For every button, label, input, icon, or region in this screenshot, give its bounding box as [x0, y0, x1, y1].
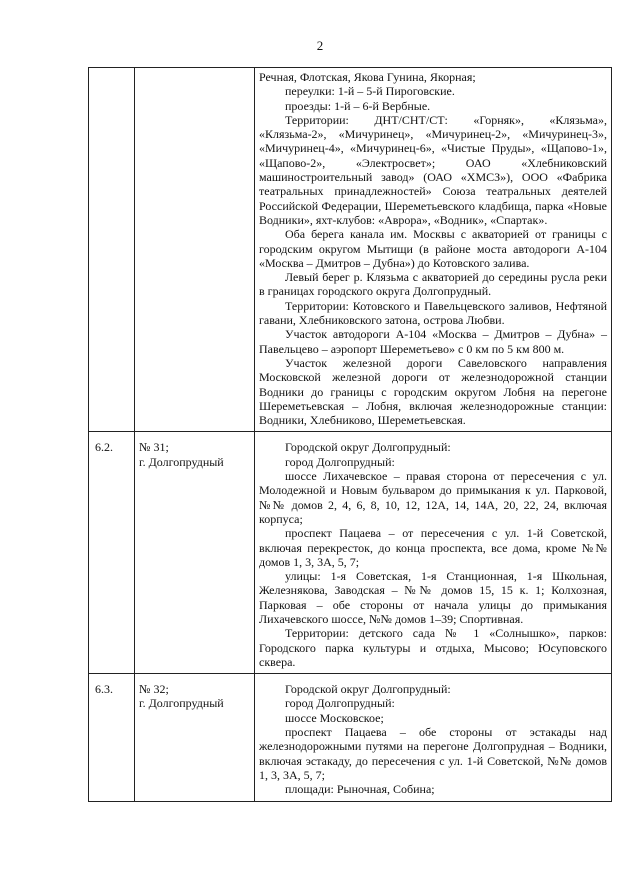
paragraph: Территории: Котовского и Павельцевского заливов, Нефтяной гавани, Хлебниковского затона, острова Любви.: [259, 298, 607, 328]
description-cell: [255, 432, 612, 674]
paragraph: Городской округ Долгопрудный:: [285, 682, 451, 697]
district-cell: [135, 674, 255, 801]
district-city: г. Долгопрудный: [139, 696, 224, 711]
paragraph: проспект Пацаева – от пересечения с ул. 1-й Советской, включая перекресток, до конца проспекта, все дома, кроме №№ домов 1, 3, 3А, 5, 7;: [259, 526, 607, 569]
row-number: 6.3.: [89, 674, 135, 801]
paragraph: Территории: детского сада № 1 «Солнышко», парков: Городского парка культуры и отдыха, Мысово; Юсуповского сквера.: [259, 626, 607, 669]
paragraph: Городской округ Долгопрудный:: [285, 440, 451, 455]
paragraph: город Долгопрудный:: [285, 696, 395, 711]
paragraph: Речная, Флотская, Якова Гунина, Якорная;: [259, 70, 476, 84]
table-row: [89, 674, 612, 801]
row-number: 6.2.: [89, 432, 135, 674]
district-cell: [135, 432, 255, 674]
paragraph: проезды: 1-й – 6-й Вербные.: [285, 98, 431, 113]
district-table: [88, 67, 612, 802]
paragraph: Оба берега канала им. Москвы с акваторией от границы с городским округом Мытищи (в районе моста автодороги А-104 «Москва – Дмитров – Дубна») до Котовского залива.: [259, 227, 607, 270]
description-cell: [255, 674, 612, 801]
district-city: г. Долгопрудный: [139, 454, 224, 469]
paragraph: шоссе Лихачевское – правая сторона от пересечения с ул. Молодежной и Новым бульваром до примыкания к ул. Парковой, №№ домов 2, 4, 6, 8, 10, 12, 12А, 14, 14А, 20, 22, 24, включая корпуса;: [259, 469, 607, 526]
row-number: [89, 68, 135, 432]
district-number: № 32;: [139, 682, 169, 697]
paragraph: Участок железной дороги Савеловского направления Московской железной дороги от железнодорожной станции Водники до границы с городским округом Лобня на перегоне Шереметьевская – Лобня, включая железнодорожные станции: Водники, Хлебниково, Шереметьевская.: [259, 355, 607, 428]
page-number: 2: [316, 38, 324, 53]
table-row: [89, 432, 612, 674]
paragraph: проспект Пацаева – обе стороны от эстакады над железнодорожными путями на перегоне Долгопрудная – Водники, включая эстакаду, до пересечения с ул. 1-й Советской, №№ домов 1, 3, 3А, 5, 7;: [259, 725, 607, 782]
paragraph: Территории: ДНТ/СНТ/СТ: «Горняк», «Клязьма», «Клязьма-2», «Мичуринец», «Мичуринец-2», «Мичуринец-3», «Мичуринец-4», «Мичуринец-6», «Чистые Пруды», «Щапово-1», «Щапово-2», «Электросвет»; ОАО «Хлебниковский машиностроительный завод» (ОАО «ХМСЗ»), ООО «Фабрика театральных принадлежностей» Союза театральных деятелей Российской Федерации, Шереметьевского кладбища, парка «Новые Водники», яхт-клубов: «Аврора», «Водник», «Спартак».: [259, 112, 607, 227]
paragraph: улицы: 1-я Советская, 1-я Станционная, 1-я Школьная, Железнякова, Заводская – №№ домов 15, 15 к. 1; Колхозная, Парковая – обе стороны от начала улицы до примыкания Лихачевского шоссе, №№ домов 1–39; Спортивная.: [259, 569, 607, 626]
paragraph: Участок автодороги А-104 «Москва – Дмитров – Дубна» – Павельцево – аэропорт Шереметьево» с 0 км по 5 км 800 м.: [259, 327, 607, 356]
district-cell: [135, 68, 255, 432]
paragraph: Левый берег р. Клязьма с акваторией до середины русла реки в границах городского округа Долгопрудный.: [259, 270, 607, 299]
description-cell: [255, 68, 612, 432]
table-row: [89, 68, 612, 432]
paragraph: шоссе Московское;: [285, 710, 384, 725]
paragraph: город Долгопрудный:: [285, 454, 395, 469]
district-number: № 31;: [139, 440, 169, 455]
paragraph: переулки: 1-й – 5-й Пироговские.: [285, 84, 455, 99]
paragraph: площади: Рыночная, Собина;: [285, 782, 435, 797]
